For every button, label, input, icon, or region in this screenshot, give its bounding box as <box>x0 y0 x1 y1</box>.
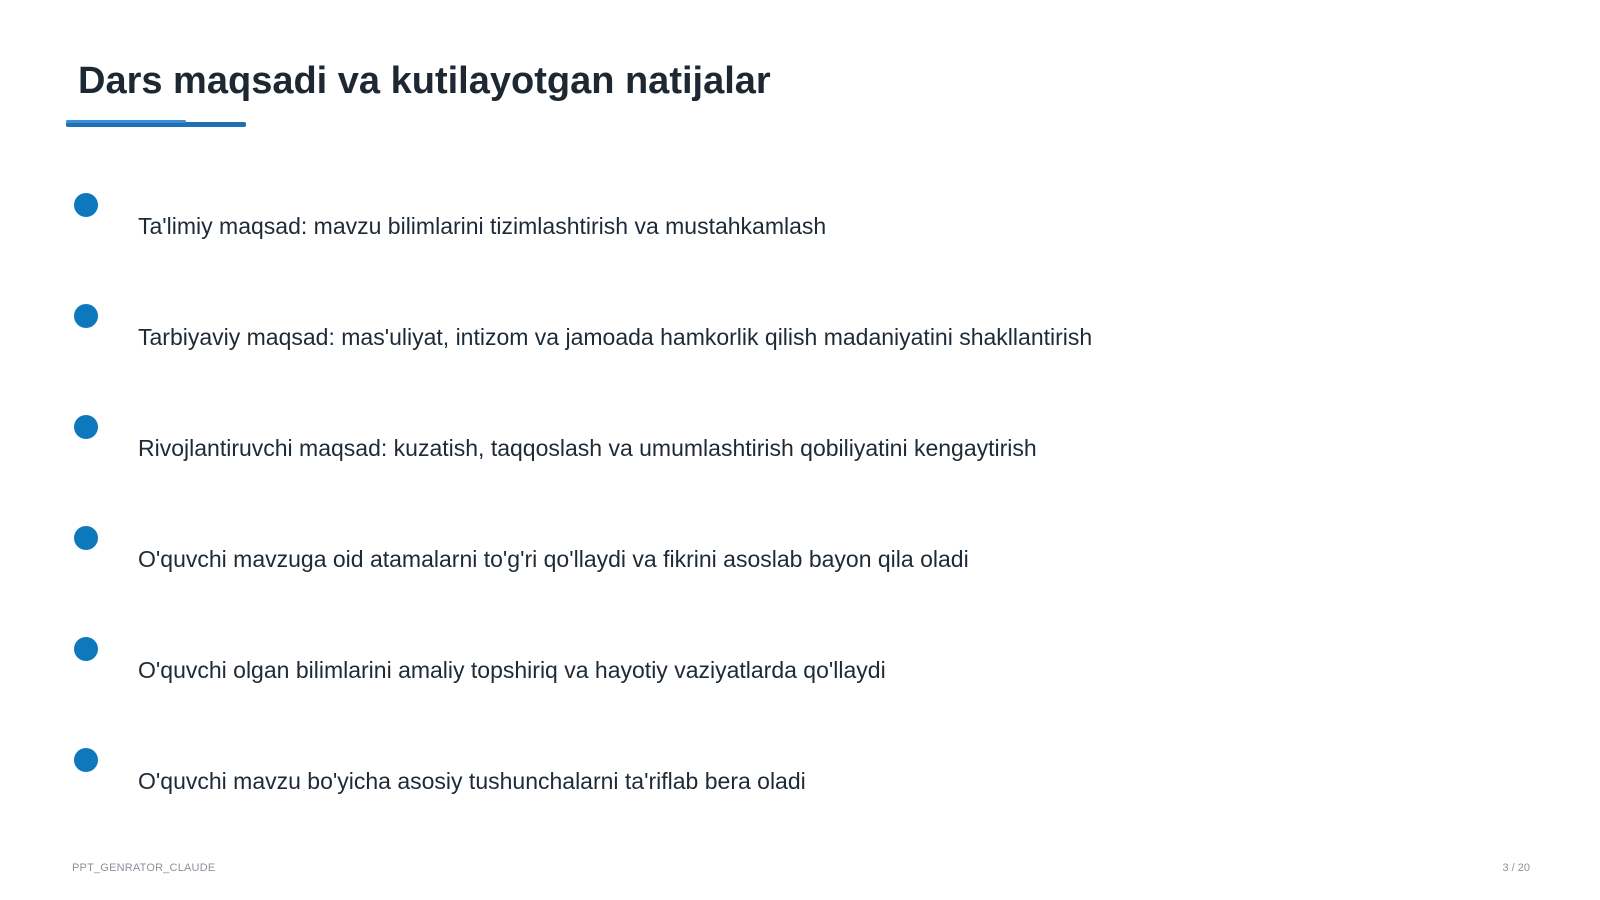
bullet-text: O'quvchi mavzu bo'yicha asosiy tushunchalarni ta'riflab bera oladi <box>138 768 806 794</box>
bullet-text: Ta'limiy maqsad: mavzu bilimlarini tizimlashtirish va mustahkamlash <box>138 213 827 239</box>
bullet-dot-icon <box>74 748 98 772</box>
bullet-item <box>0 748 1400 828</box>
bullet-text: O'quvchi olgan bilimlarini amaliy topshiriq va hayotiy vaziyatlarda qo'llaydi <box>138 657 886 683</box>
bullet-text: O'quvchi mavzuga oid atamalarni to'g'ri qo'llaydi va fikrini asoslab bayon qila oladi <box>138 546 969 572</box>
page-indicator: 3 / 20 <box>1502 862 1530 874</box>
footer-label: PPT_GENRATOR_CLAUDE <box>72 862 216 874</box>
bullet-text: Rivojlantiruvchi maqsad: kuzatish, taqqoslash va umumlashtirish qobiliyatini kengaytirish <box>138 435 1037 461</box>
bullet-text: Tarbiyaviy maqsad: mas'uliyat, intizom va jamoada hamkorlik qilish madaniyatini shakllantirish <box>138 324 1093 350</box>
bullet-item <box>0 193 1400 273</box>
slide-title: Dars maqsadi va kutilayotgan natijalar <box>78 60 771 102</box>
bullet-item <box>0 637 1400 717</box>
bullet-item <box>0 415 1400 495</box>
bullet-dot-icon <box>74 526 98 550</box>
title-underline-accent <box>66 120 186 123</box>
bullet-dot-icon <box>74 304 98 328</box>
bullet-item <box>0 526 1400 606</box>
bullet-dot-icon <box>74 415 98 439</box>
bullet-item <box>0 304 1400 384</box>
bullet-dot-icon <box>74 193 98 217</box>
bullet-dot-icon <box>74 637 98 661</box>
